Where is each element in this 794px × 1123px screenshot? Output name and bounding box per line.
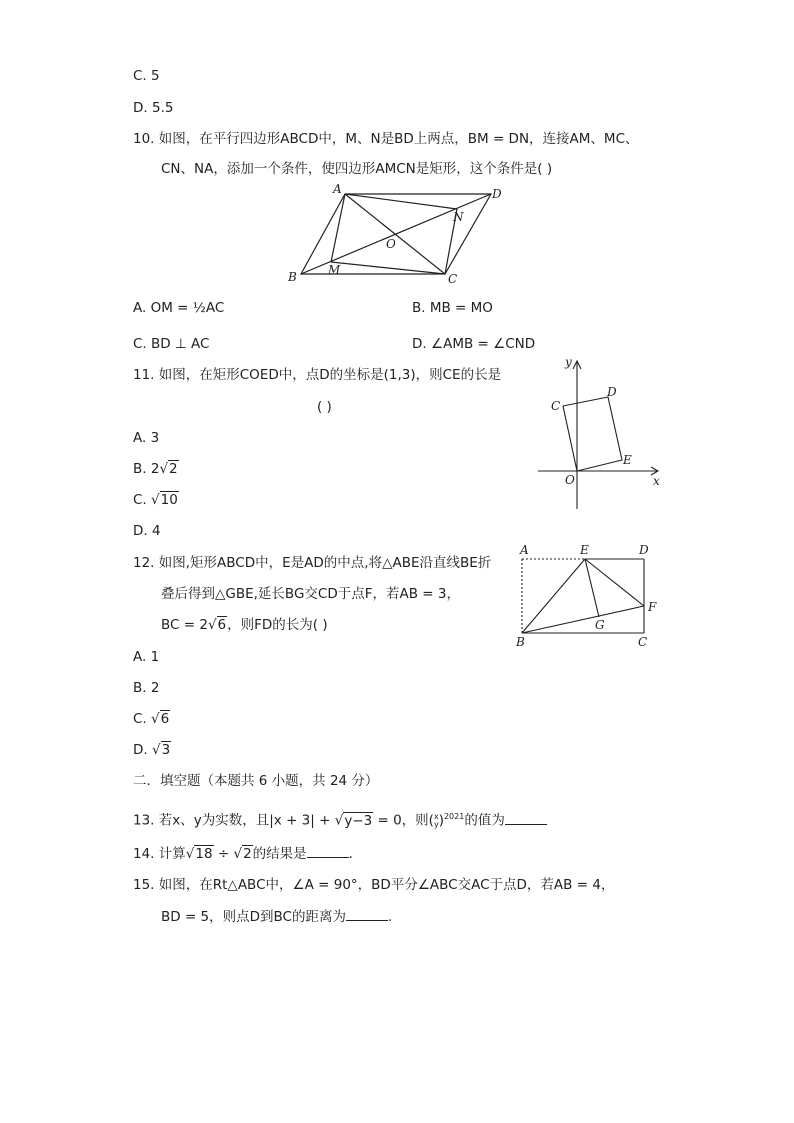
q12-label-b: B bbox=[516, 635, 525, 649]
q10-parallelogram-figure bbox=[285, 182, 510, 287]
q10-option-d: D. ∠AMB = ∠CND bbox=[412, 336, 536, 352]
q13-stem: 13. 若x、y为实数，且|x + 3| + √y−3 = 0，则( x y )$^{2021}$的值为 bbox=[133, 808, 547, 830]
q10-stem-line1: 10. 如图，在平行四边形ABCD中，M、N是BD上两点，BM = DN，连接AM、MC、 bbox=[133, 131, 639, 147]
q12-label-c: C bbox=[638, 635, 648, 649]
q12-option-b: B. 2 bbox=[133, 680, 160, 696]
q13-fraction: x y bbox=[433, 811, 439, 829]
q11-coordinate-figure bbox=[535, 352, 665, 512]
q12-label-g: G bbox=[595, 618, 605, 632]
q12-stem-line2: 叠后得到△GBE,延长BG交CD于点F，若AB = 3， bbox=[161, 586, 460, 602]
q10-option-a: A. OM = ½AC bbox=[133, 300, 225, 316]
q9-option-d: D. 5.5 bbox=[133, 100, 174, 116]
q11-label-e: E bbox=[623, 453, 632, 467]
q14-answer-blank[interactable] bbox=[307, 845, 349, 858]
q12-rectangle-figure bbox=[512, 542, 672, 652]
q11-option-b: B. 2√2 bbox=[133, 461, 178, 477]
q13-answer-blank[interactable] bbox=[505, 812, 547, 825]
q11-label-y: y bbox=[565, 355, 572, 369]
q11-stem-line1: 11. 如图，在矩形COED中，点D的坐标是(1,3)，则CE的长是 bbox=[133, 367, 502, 383]
q11-label-o: O bbox=[565, 473, 575, 487]
q11-label-c: C bbox=[551, 399, 561, 413]
q10-label-b: B bbox=[288, 270, 297, 284]
q11-option-c: C. √10 bbox=[133, 492, 178, 508]
q11-label-d: D bbox=[607, 385, 617, 399]
q11-option-d: D. 4 bbox=[133, 523, 161, 539]
q10-label-c: C bbox=[448, 272, 458, 286]
q10-label-a: A bbox=[333, 182, 342, 196]
q11-option-a: A. 3 bbox=[133, 430, 160, 446]
q10-stem-line2: CN、NA，添加一个条件，使四边形AMCN是矩形，这个条件是( ) bbox=[161, 161, 553, 177]
q12-stem-line3: BC = 2√6，则FD的长为( ) bbox=[161, 617, 328, 633]
q10-label-d: D bbox=[492, 187, 502, 201]
q12-label-a: A bbox=[520, 543, 529, 557]
q12-option-a: A. 1 bbox=[133, 649, 160, 665]
q15-answer-blank[interactable] bbox=[346, 908, 388, 921]
q15-stem-line1: 15. 如图，在Rt△ABC中，∠A = 90°，BD平分∠ABC交AC于点D，若AB = 4， bbox=[133, 877, 615, 893]
q12-option-d: D. √3 bbox=[133, 742, 171, 758]
q10-label-o: O bbox=[386, 237, 396, 251]
q11-stem-line2: ( ) bbox=[317, 399, 332, 415]
q10-label-n: N bbox=[453, 210, 464, 224]
q10-label-m: M bbox=[328, 263, 341, 277]
q10-option-c: C. BD ⊥ AC bbox=[133, 336, 210, 352]
q15-stem-line2: BD = 5，则点D到BC的距离为 . bbox=[161, 909, 393, 925]
q11-label-x: x bbox=[653, 474, 660, 488]
q10-option-b: B. MB = MO bbox=[412, 300, 493, 316]
q12-label-e: E bbox=[580, 543, 589, 557]
q12-stem-line1: 12. 如图,矩形ABCD中，E是AD的中点,将△ABE沿直线BE折 bbox=[133, 555, 492, 571]
section-heading-fill-in: 二．填空题（本题共 6 小题，共 24 分） bbox=[133, 773, 379, 789]
q12-label-d: D bbox=[639, 543, 649, 557]
q12-label-f: F bbox=[648, 600, 657, 614]
q14-stem: 14. 计算√18 ÷ √2的结果是 . bbox=[133, 846, 353, 862]
q12-option-c: C. √6 bbox=[133, 711, 170, 727]
q9-option-c: C. 5 bbox=[133, 68, 160, 84]
